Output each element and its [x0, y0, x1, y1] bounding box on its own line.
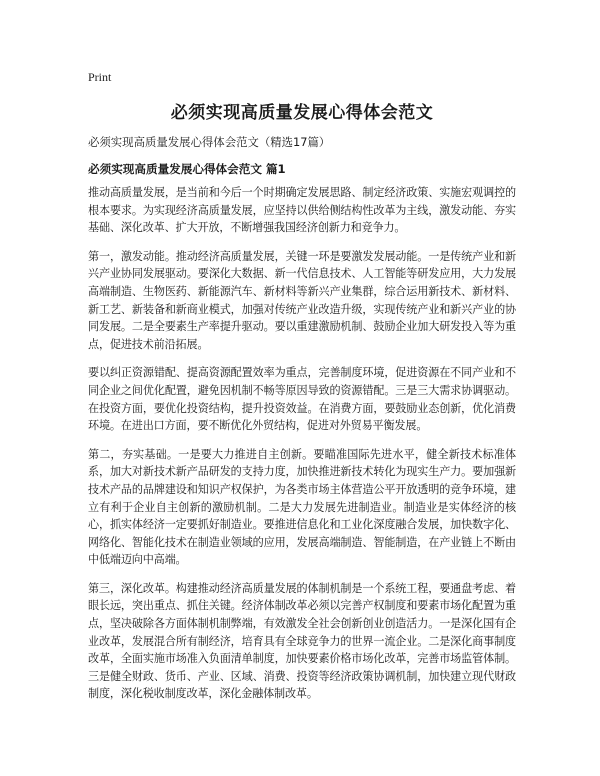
paragraph-second-point: 第二，夯实基础。一是要大力推进自主创新。要瞄准国际先进水平，健全新技术标准体系，加大对新技术新产品研发的支持力度，加快推进新技术转化为现实生产力。要加强新技术产品的品牌建设和知识产权保护，为各类市场主体营造公平开放透明的竞争环境，建立有利于企业自主创新的激励机制。二是大力发展先进制造业。制造业是实体经济的核心，抓实体经济一定要抓好制造业。要推进信息化和工业化深度融合发展，加快数字化、网络化、智能化技术在制造业领域的应用，发展高端制造、智能制造，在产业链上不断由中低端迈向中高端。	[88, 447, 516, 567]
print-link[interactable]: Print	[88, 70, 112, 84]
paragraph-third-point: 第三，深化改革。构建推动经济高质量发展的体制机制是一个系统工程，要通盘考虑、着眼长远，突出重点、抓住关键。经济体制改革必须以完善产权制度和要素市场化配置为重点，坚决破除各方面体制机制弊端，有效激发全社会创新创业创造活力。一是深化国有企业改革，发展混合所有制经济，培育具有全球竞争力的世界一流企业。二是深化商事制度改革，全面实施市场准入负面清单制度，加快要素价格市场化改革，完善市场监管体制。三是健全财政、货币、产业、区域、消费、投资等经济政策协调机制，加快建立现代财政制度，深化税收制度改革，深化金融体制改革。	[88, 581, 516, 701]
paragraph-first-point-continued: 要以纠正资源错配、提高资源配置效率为重点，完善制度环境，促进资源在不同产业和不同企业之间优化配置，避免因机制不畅等原因导致的资源错配。三是三大需求协调驱动。在投资方面，要优化投资结构，提升投资效益。在消费方面，要鼓励业态创新，优化消费环境。在进出口方面，要不断优化外贸结构，促进对外贸易平衡发展。	[88, 366, 516, 433]
page-title: 必须实现高质量发展心得体会范文	[170, 103, 434, 123]
document-subtitle: 必须实现高质量发展心得体会范文（精选17篇）	[88, 135, 331, 149]
section-heading: 必须实现高质量发展心得体会范文 篇1	[88, 162, 286, 176]
paragraph-first-point: 第一，激发动能。推动经济高质量发展，关键一环是要激发发展动能。一是传统产业和新兴产业协同发展驱动。要深化大数据、新一代信息技术、人工智能等研发应用，大力发展高端制造、生物医药、新能源汽车、新材料等新兴产业集群，综合运用新技术、新材料、新工艺、新装备和新商业模式，加强对传统产业改造升级，实现传统产业和新兴产业的协同发展。二是全要素生产率提升驱动。要以重建激励机制、鼓励企业加大研发投入等为重点，促进技术前沿拓展。	[88, 249, 516, 351]
article-body	[88, 184, 516, 714]
paragraph-intro: 推动高质量发展，是当前和今后一个时期确定发展思路、制定经济政策、实施宏观调控的根本要求。为实现经济高质量发展，应坚持以供给侧结构性改革为主线，激发动能、夯实基础、深化改革、扩大开放，不断增强我国经济创新力和竞争力。	[88, 186, 516, 235]
